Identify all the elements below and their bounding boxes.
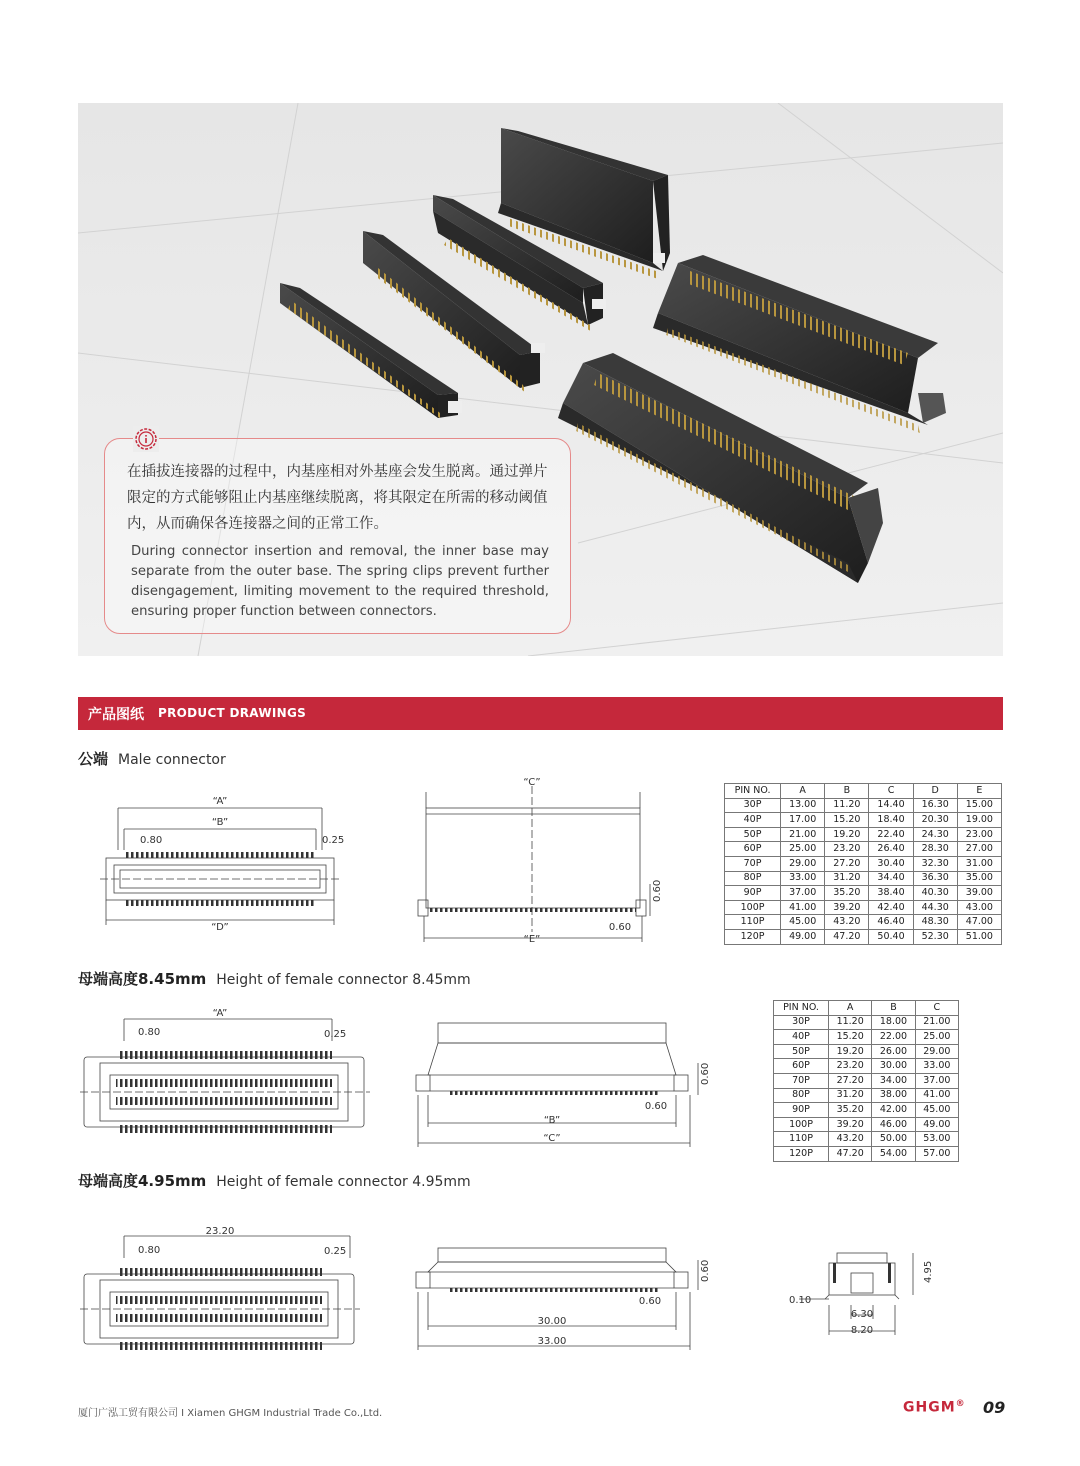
table-cell: 23.20 (829, 1059, 872, 1074)
female495-title-en: Height of female connector 4.95mm (216, 1174, 471, 1190)
table-cell: 40P (774, 1030, 829, 1045)
table-row (774, 1088, 959, 1103)
male-dim-d: “D” (211, 922, 229, 933)
female845-title-zh: 母端高度8.45mm (78, 970, 207, 988)
table-cell: 53.00 (915, 1132, 958, 1147)
table-cell: 31.20 (825, 871, 869, 886)
table-cell: 46.00 (872, 1117, 915, 1132)
table-header: PIN NO. (725, 784, 781, 799)
table-row (774, 1103, 959, 1118)
male-section-title (78, 748, 226, 769)
female495-dim-b: 30.00 (537, 1316, 567, 1327)
table-cell: 47.00 (957, 915, 1001, 930)
male-title-zh: 公端 (78, 750, 109, 768)
table-header-row (725, 784, 1002, 799)
male-dim-h: 0.60 (652, 879, 663, 902)
table-cell: 90P (774, 1103, 829, 1118)
table-header: A (829, 1001, 872, 1016)
table-cell: 57.00 (915, 1146, 958, 1161)
footer-brand-text: GHGM (903, 1399, 956, 1416)
table-cell: 22.00 (872, 1030, 915, 1045)
table-cell: 42.40 (869, 900, 913, 915)
table-cell: 31.20 (829, 1088, 872, 1103)
table-cell: 110P (774, 1132, 829, 1147)
table-cell: 35.20 (825, 886, 869, 901)
male-dim-b: “B” (211, 817, 229, 828)
table-cell: 36.30 (913, 871, 957, 886)
table-header: E (957, 784, 1001, 799)
table-cell: 25.00 (915, 1030, 958, 1045)
male-dim-c: “C” (523, 777, 541, 788)
table-cell: 11.20 (829, 1015, 872, 1030)
table-cell: 40P (725, 813, 781, 828)
table-cell: 80P (774, 1088, 829, 1103)
female845-dim-c: “C” (543, 1133, 561, 1144)
table-cell: 22.40 (869, 827, 913, 842)
female495-side-view (410, 1240, 720, 1355)
table-cell: 19.20 (825, 827, 869, 842)
table-cell: 15.20 (829, 1030, 872, 1045)
table-cell: 50.00 (872, 1132, 915, 1147)
table-cell: 40.30 (913, 886, 957, 901)
table-cell: 25.00 (781, 842, 825, 857)
table-row (725, 813, 1002, 828)
table-row (774, 1117, 959, 1132)
table-cell: 60P (725, 842, 781, 857)
table-row (774, 1015, 959, 1030)
banner-title-zh: 产品图纸 (88, 707, 144, 723)
female495-dim-inner: 6.30 (850, 1309, 874, 1320)
table-cell: 32.30 (913, 856, 957, 871)
table-cell: 38.00 (872, 1088, 915, 1103)
female495-dim-outer: 8.20 (850, 1325, 874, 1336)
footer-company: 厦门广泓工贸有限公司 I Xiamen GHGM Industrial Trade Co.,Ltd. (78, 1408, 383, 1419)
table-row (725, 856, 1002, 871)
male-dim-gap: 0.25 (322, 835, 345, 846)
table-cell: 41.00 (915, 1088, 958, 1103)
table-cell: 21.00 (915, 1015, 958, 1030)
table-row (725, 798, 1002, 813)
female495-dim-gap: 0.25 (324, 1246, 347, 1257)
table-cell: 44.30 (913, 900, 957, 915)
female845-dim-h: 0.60 (700, 1062, 711, 1085)
table-row (774, 1059, 959, 1074)
table-cell: 18.40 (869, 813, 913, 828)
table-cell: 19.00 (957, 813, 1001, 828)
table-cell: 80P (725, 871, 781, 886)
female845-dim-b: “B” (543, 1115, 561, 1126)
table-cell: 47.20 (829, 1146, 872, 1161)
table-cell: 54.00 (872, 1146, 915, 1161)
table-cell: 23.20 (825, 842, 869, 857)
table-cell: 27.00 (957, 842, 1001, 857)
table-cell: 45.00 (915, 1103, 958, 1118)
male-dim-w: 0.60 (608, 922, 632, 933)
table-cell: 49.00 (915, 1117, 958, 1132)
table-cell: 20.30 (913, 813, 957, 828)
table-cell: 100P (774, 1117, 829, 1132)
female845-title-en: Height of female connector 8.45mm (216, 972, 471, 988)
male-spec-table (724, 783, 1002, 945)
table-cell: 21.00 (781, 827, 825, 842)
table-row (774, 1073, 959, 1088)
table-cell: 29.00 (781, 856, 825, 871)
table-cell: 27.20 (825, 856, 869, 871)
table-cell: 14.40 (869, 798, 913, 813)
female845-dim-w: 0.60 (644, 1101, 668, 1112)
table-cell: 90P (725, 886, 781, 901)
female495-title-zh: 母端高度4.95mm (78, 1172, 207, 1190)
table-cell: 70P (774, 1073, 829, 1088)
table-cell: 23.00 (957, 827, 1001, 842)
table-cell: 43.20 (829, 1132, 872, 1147)
table-row (725, 929, 1002, 944)
banner-title-en: PRODUCT DRAWINGS (158, 706, 307, 720)
male-dim-a: “A” (212, 796, 228, 807)
table-cell: 30.00 (872, 1059, 915, 1074)
table-cell: 15.20 (825, 813, 869, 828)
table-cell: 13.00 (781, 798, 825, 813)
table-cell: 33.00 (915, 1059, 958, 1074)
table-cell: 42.00 (872, 1103, 915, 1118)
female845-dim-a: “A” (212, 1008, 228, 1019)
table-cell: 49.00 (781, 929, 825, 944)
table-cell: 39.00 (957, 886, 1001, 901)
table-cell: 51.00 (957, 929, 1001, 944)
table-cell: 50.40 (869, 929, 913, 944)
table-row (725, 842, 1002, 857)
table-cell: 39.20 (825, 900, 869, 915)
table-cell: 30.40 (869, 856, 913, 871)
table-cell: 11.20 (825, 798, 869, 813)
table-cell: 24.30 (913, 827, 957, 842)
female495-dim-t: 0.10 (789, 1295, 812, 1306)
table-cell: 35.20 (829, 1103, 872, 1118)
table-cell: 38.40 (869, 886, 913, 901)
male-dim-pitch: 0.80 (140, 835, 163, 846)
page-number: 09 (983, 1398, 1006, 1417)
male-title-en: Male connector (118, 752, 226, 768)
table-cell: 70P (725, 856, 781, 871)
table-cell: 43.00 (957, 900, 1001, 915)
male-dim-e: “E” (523, 934, 541, 944)
female495-dim-a: 23.20 (205, 1226, 235, 1237)
table-header: B (872, 1001, 915, 1016)
table-row (774, 1132, 959, 1147)
table-cell: 45.00 (781, 915, 825, 930)
female495-dim-w: 0.60 (638, 1296, 662, 1307)
table-header: B (825, 784, 869, 799)
female845-spec-table (773, 1000, 959, 1162)
female845-section-title (78, 968, 471, 989)
info-text-zh: 在插拔连接器的过程中，内基座相对外基座会发生脱离。通过弹片限定的方式能够阻止内基座继续脱离，将其限定在所需的移动阈值内，从而确保各连接器之间的正常工作。 (127, 464, 548, 532)
table-cell: 39.20 (829, 1117, 872, 1132)
table-cell: 120P (774, 1146, 829, 1161)
table-cell: 28.30 (913, 842, 957, 857)
table-row (725, 900, 1002, 915)
table-header: PIN NO. (774, 1001, 829, 1016)
info-text-en: During connector insertion and removal, the inner base may separate from the outer base. The spring clips prevent further disengagement, limiting movement to the required threshold, ensuring proper function between connectors. (131, 544, 549, 619)
female495-end-view (785, 1245, 945, 1340)
table-header: C (915, 1001, 958, 1016)
table-cell: 41.00 (781, 900, 825, 915)
table-row (774, 1146, 959, 1161)
female495-section-title (78, 1170, 471, 1191)
table-cell: 43.20 (825, 915, 869, 930)
table-row (774, 1030, 959, 1045)
table-cell: 48.30 (913, 915, 957, 930)
table-cell: 50P (725, 827, 781, 842)
table-cell: 100P (725, 900, 781, 915)
table-cell: 47.20 (825, 929, 869, 944)
female495-dim-h: 0.60 (700, 1259, 711, 1282)
table-cell: 35.00 (957, 871, 1001, 886)
table-cell: 34.00 (872, 1073, 915, 1088)
table-cell: 33.00 (781, 871, 825, 886)
table-cell: 30P (774, 1015, 829, 1030)
table-cell: 29.00 (915, 1044, 958, 1059)
table-header-row (774, 1001, 959, 1016)
table-cell: 31.00 (957, 856, 1001, 871)
table-cell: 60P (774, 1059, 829, 1074)
table-cell: 17.00 (781, 813, 825, 828)
female495-dim-c: 33.00 (537, 1336, 567, 1347)
table-row (725, 827, 1002, 842)
table-cell: 110P (725, 915, 781, 930)
table-row (725, 871, 1002, 886)
female495-top-view (80, 1222, 380, 1357)
table-row (774, 1044, 959, 1059)
table-cell: 50P (774, 1044, 829, 1059)
section-banner (78, 697, 1003, 730)
table-cell: 120P (725, 929, 781, 944)
table-cell: 37.00 (781, 886, 825, 901)
table-header: D (913, 784, 957, 799)
info-icon (133, 426, 159, 452)
female845-side-view (410, 1015, 720, 1150)
table-cell: 26.40 (869, 842, 913, 857)
table-cell: 27.20 (829, 1073, 872, 1088)
table-cell: 18.00 (872, 1015, 915, 1030)
table-row (725, 886, 1002, 901)
female845-top-view (80, 1005, 380, 1140)
table-header: A (781, 784, 825, 799)
table-cell: 46.40 (869, 915, 913, 930)
table-cell: 15.00 (957, 798, 1001, 813)
table-cell: 30P (725, 798, 781, 813)
table-cell: 16.30 (913, 798, 957, 813)
table-cell: 52.30 (913, 929, 957, 944)
table-cell: 19.20 (829, 1044, 872, 1059)
female495-dim-pitch: 0.80 (138, 1245, 161, 1256)
male-side-view (410, 772, 670, 944)
female495-dim-height: 4.95 (923, 1260, 934, 1283)
table-header: C (869, 784, 913, 799)
male-top-view (96, 790, 356, 935)
footer-brand-logo (903, 1399, 966, 1416)
table-cell: 37.00 (915, 1073, 958, 1088)
female845-dim-gap: 0.25 (324, 1029, 347, 1040)
table-row (725, 915, 1002, 930)
table-cell: 34.40 (869, 871, 913, 886)
female845-dim-pitch: 0.80 (138, 1027, 161, 1038)
table-cell: 26.00 (872, 1044, 915, 1059)
footer-reg-mark: ® (955, 1399, 966, 1409)
